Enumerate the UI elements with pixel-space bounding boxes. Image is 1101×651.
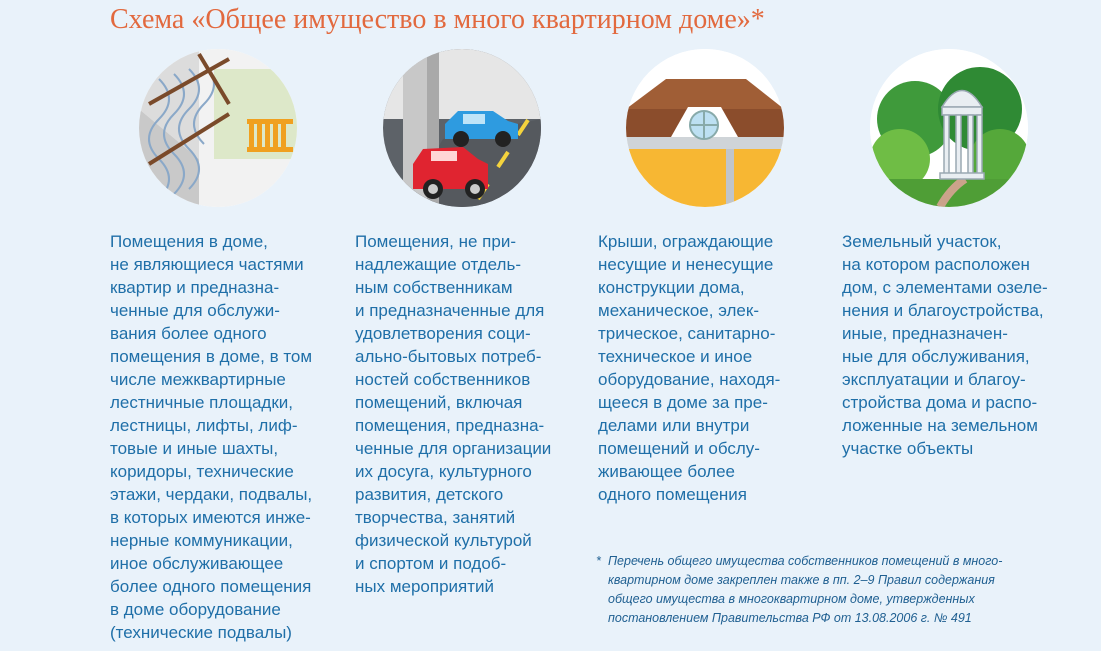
column-text-line: ные для обслуживания, (842, 347, 1030, 366)
footnote-line: квартирном доме закреплен также в пп. 2–9 Правил содержания (608, 573, 995, 587)
column-common-premises (110, 230, 312, 644)
column-text-line: Земельный участок, (842, 232, 1002, 251)
column-text-line: не являющиеся частями (110, 255, 304, 274)
column-text-line: помещений и обслу- (598, 439, 760, 458)
column-text-line: дом, с элементами озеле- (842, 278, 1048, 297)
column-text-line: коридоры, технические (110, 462, 294, 481)
column-text-line: техническое и иное (598, 347, 753, 366)
column-text-line: физической культурой (355, 531, 532, 550)
column-text-line: иные, предназначен- (842, 324, 1008, 343)
footnote-line: постановлением Правительства РФ от 13.08.2006 г. № 491 (608, 611, 972, 625)
column-text-line: развития, детского (355, 485, 504, 504)
column-text-line: ных мероприятий (355, 577, 495, 596)
column-roofs-structures (598, 230, 780, 506)
column-text-line: товые и иные шахты, (110, 439, 279, 458)
column-text-line: помещений, включая (355, 393, 523, 412)
column-text-line: и спортом и подоб- (355, 554, 507, 573)
footnote-line: общего имущества в многоквартирном доме, утвержденных (608, 592, 975, 606)
land-garden-icon (870, 49, 1028, 207)
column-text-line: творчества, занятий (355, 508, 516, 527)
column-text-line: удовлетворения соци- (355, 324, 531, 343)
column-text-line: Помещения, не при- (355, 232, 516, 251)
column-text-line: числе межквартирные (110, 370, 286, 389)
column-text-line: помещения в доме, в том (110, 347, 313, 366)
column-text-line: конструкции дома, (598, 278, 745, 297)
column-social-premises (355, 230, 551, 598)
column-text-line: щееся в доме за пре- (598, 393, 768, 412)
column-text-line: вания более одного (110, 324, 267, 343)
column-text-line: нерные коммуникации, (110, 531, 293, 550)
column-text-line: Крыши, ограждающие (598, 232, 774, 251)
column-text-line: на котором расположен (842, 255, 1030, 274)
column-text-line: надлежащие отдель- (355, 255, 521, 274)
garage-cars-icon (383, 49, 541, 207)
column-text-line: (технические подвалы) (110, 623, 292, 642)
staircase-icon (139, 49, 297, 207)
column-text-line: этажи, чердаки, подвалы, (110, 485, 313, 504)
column-text-line: ченные для обслужи- (110, 301, 280, 320)
column-text-line: стройства дома и распо- (842, 393, 1038, 412)
column-text-line: лестничные площадки, (110, 393, 293, 412)
column-text-line: и предназначенные для (355, 301, 545, 320)
column-text-line: участке объекты (842, 439, 974, 458)
column-text-line: трическое, санитарно- (598, 324, 776, 343)
footnote (596, 552, 1002, 628)
column-text-line: делами или внутри (598, 416, 750, 435)
column-text-line: Помещения в доме, (110, 232, 268, 251)
column-text-line: оборудование, находя- (598, 370, 781, 389)
column-text-line: ченные для организации (355, 439, 552, 458)
column-text-line: в доме оборудование (110, 600, 281, 619)
column-text-line: в которых имеются инже- (110, 508, 311, 527)
column-text-line: более одного помещения (110, 577, 312, 596)
column-text-line: лестницы, лифты, лиф- (110, 416, 298, 435)
column-text-line: эксплуатации и благоу- (842, 370, 1026, 389)
column-land-plot (842, 230, 1048, 460)
column-text-line: ностей собственников (355, 370, 531, 389)
column-text-line: ложенные на земельном (842, 416, 1038, 435)
column-text-line: иное обслуживающее (110, 554, 284, 573)
roof-icon (626, 49, 784, 207)
footnote-line: Перечень общего имущества собственников помещений в много- (608, 554, 1003, 568)
column-text-line: одного помещения (598, 485, 747, 504)
page-title: Схема «Общее имущество в много квартирном доме»* (110, 4, 765, 35)
column-text-line: квартир и предназна- (110, 278, 280, 297)
column-text-line: ным собственникам (355, 278, 513, 297)
column-text-line: несущие и ненесущие (598, 255, 774, 274)
column-text-line: их досуга, культурного (355, 462, 532, 481)
column-text-line: нения и благоустройства, (842, 301, 1044, 320)
column-text-line: живающее более (598, 462, 735, 481)
column-text-line: механическое, элек- (598, 301, 759, 320)
column-text-line: помещения, предназна- (355, 416, 545, 435)
column-text-line: ально-бытовых потреб- (355, 347, 542, 366)
footnote-star: * (596, 554, 601, 568)
